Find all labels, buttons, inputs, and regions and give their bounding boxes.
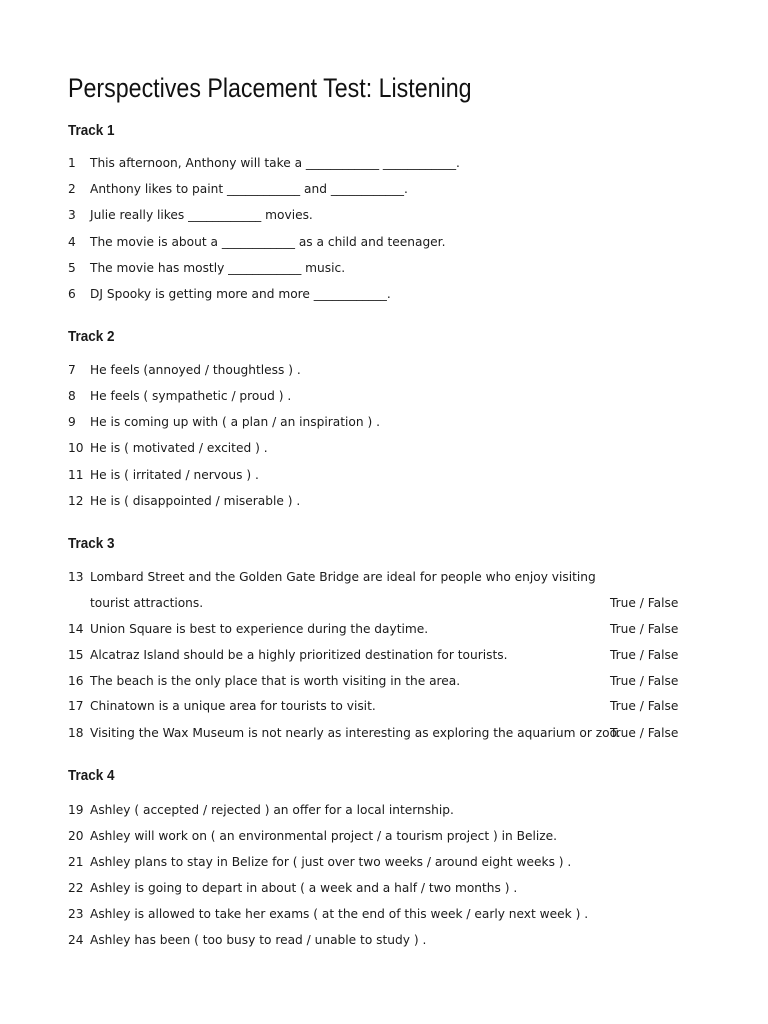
question-19: [68, 803, 708, 821]
question-number: 13: [68, 570, 84, 584]
question-text: Ashley will work on ( an environmental project / a tourism project ) in Belize.: [90, 829, 557, 843]
question-text: DJ Spooky is getting more and more ____________.: [90, 287, 391, 301]
question-9: [68, 415, 708, 433]
question-number: 2: [68, 182, 76, 196]
question-text: Chinatown is a unique area for tourists to visit.: [90, 699, 376, 713]
true-false-choice: True / False: [610, 596, 679, 610]
question-16: [68, 674, 708, 692]
question-text: He feels (annoyed / thoughtless ) .: [90, 363, 301, 377]
question-24: [68, 933, 708, 951]
question-1: [68, 156, 708, 174]
question-number: 6: [68, 287, 76, 301]
question-text: Anthony likes to paint ____________ and ____________.: [90, 182, 408, 196]
true-false-choice: True / False: [610, 726, 679, 740]
question-3: [68, 208, 708, 226]
question-text: Ashley ( accepted / rejected ) an offer for a local internship.: [90, 803, 454, 817]
question-number: 8: [68, 389, 76, 403]
true-false-choice: True / False: [610, 648, 679, 662]
question-text: The movie has mostly ____________ music.: [90, 261, 346, 275]
question-number: 14: [68, 622, 84, 636]
question-text: He is ( disappointed / miserable ) .: [90, 494, 301, 508]
question-number: 5: [68, 261, 76, 275]
question-13-continuation: tourist attractions.: [90, 596, 204, 610]
question-12: [68, 494, 708, 512]
question-number: 1: [68, 156, 76, 170]
question-number: 15: [68, 648, 84, 662]
question-text: He is coming up with ( a plan / an inspiration ) .: [90, 415, 380, 429]
question-number: 23: [68, 907, 84, 921]
question-number: 21: [68, 855, 84, 869]
question-8: [68, 389, 708, 407]
question-2: [68, 182, 708, 200]
question-7: [68, 363, 708, 381]
question-number: 3: [68, 208, 76, 222]
question-15: [68, 648, 708, 666]
question-number: 10: [68, 441, 84, 455]
question-text: He feels ( sympathetic / proud ) .: [90, 389, 292, 403]
question-number: 18: [68, 726, 84, 740]
track-3-heading: Track 3: [68, 535, 115, 552]
question-14: [68, 622, 708, 640]
question-text: Ashley is allowed to take her exams ( at the end of this week / early next week ) .: [90, 907, 589, 921]
question-text: Visiting the Wax Museum is not nearly as interesting as exploring the aquarium or zoo.: [90, 726, 621, 740]
question-11: [68, 468, 708, 486]
question-6: [68, 287, 708, 305]
question-22: [68, 881, 708, 899]
question-text: Union Square is best to experience during the daytime.: [90, 622, 429, 636]
question-text: The beach is the only place that is worth visiting in the area.: [90, 674, 461, 688]
question-number: 4: [68, 235, 76, 249]
question-20: [68, 829, 708, 847]
page-title: Perspectives Placement Test: Listening: [68, 73, 472, 103]
question-17: [68, 699, 708, 717]
question-text: Julie really likes ____________ movies.: [90, 208, 313, 222]
question-4: [68, 235, 708, 253]
question-number: 24: [68, 933, 84, 947]
track-2-heading: Track 2: [68, 328, 115, 345]
question-number: 22: [68, 881, 84, 895]
question-23: [68, 907, 708, 925]
question-number: 19: [68, 803, 84, 817]
question-5: [68, 261, 708, 279]
true-false-choice: True / False: [610, 674, 679, 688]
question-text: The movie is about a ____________ as a child and teenager.: [90, 235, 446, 249]
question-21: [68, 855, 708, 873]
question-text: Ashley is going to depart in about ( a week and a half / two months ) .: [90, 881, 518, 895]
question-text: He is ( irritated / nervous ) .: [90, 468, 259, 482]
true-false-choice: True / False: [610, 699, 679, 713]
question-text: Alcatraz Island should be a highly prioritized destination for tourists.: [90, 648, 508, 662]
question-number: 17: [68, 699, 84, 713]
question-10: [68, 441, 708, 459]
question-number: 11: [68, 468, 84, 482]
question-text: This afternoon, Anthony will take a ____________ ____________.: [90, 156, 460, 170]
track-4-heading: Track 4: [68, 767, 115, 784]
question-number: 7: [68, 363, 76, 377]
question-13: [68, 570, 708, 588]
question-text: He is ( motivated / excited ) .: [90, 441, 268, 455]
track-1-heading: Track 1: [68, 122, 115, 139]
question-text: Ashley plans to stay in Belize for ( just over two weeks / around eight weeks ) .: [90, 855, 572, 869]
question-number: 12: [68, 494, 84, 508]
question-number: 9: [68, 415, 76, 429]
question-number: 20: [68, 829, 84, 843]
question-text: Lombard Street and the Golden Gate Bridge are ideal for people who enjoy visiting: [90, 570, 596, 584]
question-18: [68, 726, 708, 744]
question-text: Ashley has been ( too busy to read / unable to study ) .: [90, 933, 427, 947]
question-number: 16: [68, 674, 84, 688]
true-false-choice: True / False: [610, 622, 679, 636]
